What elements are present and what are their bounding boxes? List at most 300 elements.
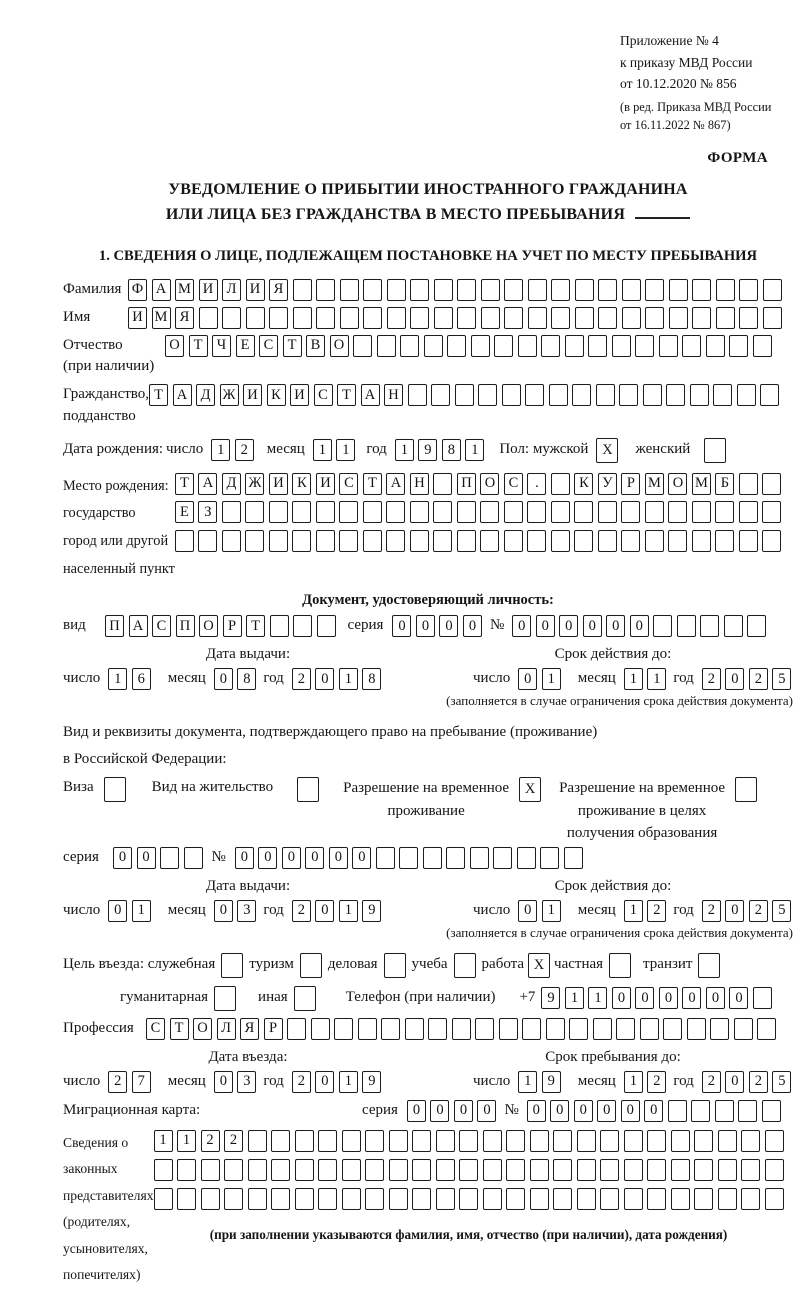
doc-kind-cell[interactable]: [317, 615, 336, 637]
surname-cell[interactable]: [716, 279, 735, 301]
guardians-cell[interactable]: [741, 1159, 760, 1181]
birthplace-cell[interactable]: [316, 501, 335, 523]
name-cell[interactable]: [739, 307, 758, 329]
entry-day-cell[interactable]: 2: [108, 1071, 127, 1093]
surname-cell[interactable]: [692, 279, 711, 301]
name-cell[interactable]: [387, 307, 406, 329]
doc-kind-cell[interactable]: О: [199, 615, 218, 637]
birthplace-cell[interactable]: [245, 530, 264, 552]
sex-male-checkbox[interactable]: X: [596, 438, 618, 463]
birthplace-cell[interactable]: [339, 501, 358, 523]
guardians-cell[interactable]: [365, 1188, 384, 1210]
guardians-cell[interactable]: [694, 1188, 713, 1210]
doc-number-cell[interactable]: [653, 615, 672, 637]
guardians-cell[interactable]: [459, 1159, 478, 1181]
surname-cell[interactable]: Я: [269, 279, 288, 301]
guardians-cell[interactable]: [671, 1130, 690, 1152]
birthplace-cell[interactable]: [457, 530, 476, 552]
res-number-cell[interactable]: [399, 847, 418, 869]
name-cell[interactable]: [598, 307, 617, 329]
guardians-cell[interactable]: [530, 1159, 549, 1181]
name-cell[interactable]: [504, 307, 523, 329]
birthplace-cell[interactable]: [198, 530, 217, 552]
guardians-cell[interactable]: [271, 1130, 290, 1152]
profession-cell[interactable]: [734, 1018, 753, 1040]
birthplace-cell[interactable]: [222, 530, 241, 552]
name-cell[interactable]: [246, 307, 265, 329]
guardians-cell[interactable]: [577, 1159, 596, 1181]
guardians-cell[interactable]: [647, 1159, 666, 1181]
patronymic-cell[interactable]: [753, 335, 772, 357]
guardians-cell[interactable]: [553, 1130, 572, 1152]
guardians-cell[interactable]: [342, 1130, 361, 1152]
purpose-official-checkbox[interactable]: [221, 953, 243, 978]
birthplace-cell[interactable]: К: [574, 473, 593, 495]
doc-valid-day-cell[interactable]: 0: [518, 668, 537, 690]
birthplace-cell[interactable]: [621, 501, 640, 523]
profession-cell[interactable]: [311, 1018, 330, 1040]
res-issue-month-cell[interactable]: 3: [237, 900, 256, 922]
surname-cell[interactable]: И: [246, 279, 265, 301]
birthplace-cell[interactable]: [292, 530, 311, 552]
citizenship-cell[interactable]: Т: [337, 384, 356, 406]
surname-cell[interactable]: [669, 279, 688, 301]
guardians-cell[interactable]: [318, 1130, 337, 1152]
surname-cell[interactable]: [434, 279, 453, 301]
profession-cell[interactable]: Я: [240, 1018, 259, 1040]
birthplace-cell[interactable]: Т: [175, 473, 194, 495]
guardians-cell[interactable]: [436, 1188, 455, 1210]
res-number-cell[interactable]: 0: [235, 847, 254, 869]
guardians-cell[interactable]: [365, 1159, 384, 1181]
purpose-work-checkbox[interactable]: X: [528, 953, 550, 978]
profession-cell[interactable]: [710, 1018, 729, 1040]
birth-day-cell[interactable]: 1: [211, 439, 230, 461]
surname-cell[interactable]: [387, 279, 406, 301]
birthplace-cell[interactable]: [574, 530, 593, 552]
birth-month-cell[interactable]: 1: [336, 439, 355, 461]
citizenship-cell[interactable]: [760, 384, 779, 406]
res-issue-month-cell[interactable]: 0: [214, 900, 233, 922]
name-cell[interactable]: [222, 307, 241, 329]
guardians-cell[interactable]: [718, 1188, 737, 1210]
citizenship-cell[interactable]: А: [361, 384, 380, 406]
res-number-cell[interactable]: [540, 847, 559, 869]
entry-day-cell[interactable]: 7: [132, 1071, 151, 1093]
res-series-cell[interactable]: 0: [113, 847, 132, 869]
guardians-cell[interactable]: [647, 1130, 666, 1152]
birthplace-cell[interactable]: [457, 501, 476, 523]
doc-issue-year-cell[interactable]: 2: [292, 668, 311, 690]
birthplace-cell[interactable]: [739, 473, 758, 495]
surname-cell[interactable]: [622, 279, 641, 301]
temp-permit-checkbox[interactable]: X: [519, 777, 541, 802]
guardians-cell[interactable]: [459, 1130, 478, 1152]
mc-number-cell[interactable]: [738, 1100, 757, 1122]
birthplace-cell[interactable]: А: [386, 473, 405, 495]
res-valid-year-cell[interactable]: 2: [702, 900, 721, 922]
citizenship-cell[interactable]: [666, 384, 685, 406]
patronymic-cell[interactable]: [565, 335, 584, 357]
citizenship-cell[interactable]: [431, 384, 450, 406]
guardians-cell[interactable]: [741, 1130, 760, 1152]
guardians-cell[interactable]: [201, 1188, 220, 1210]
patronymic-cell[interactable]: Т: [189, 335, 208, 357]
doc-number-cell[interactable]: [700, 615, 719, 637]
birthplace-cell[interactable]: [692, 501, 711, 523]
citizenship-cell[interactable]: [737, 384, 756, 406]
res-series-cell[interactable]: 0: [137, 847, 156, 869]
birthplace-cell[interactable]: [715, 530, 734, 552]
birthplace-cell[interactable]: [527, 530, 546, 552]
profession-cell[interactable]: С: [146, 1018, 165, 1040]
surname-cell[interactable]: А: [152, 279, 171, 301]
guardians-cell[interactable]: [624, 1188, 643, 1210]
guardians-cell[interactable]: [436, 1159, 455, 1181]
guardians-cell[interactable]: [248, 1188, 267, 1210]
stay-year-cell[interactable]: 2: [749, 1071, 768, 1093]
entry-year-cell[interactable]: 1: [339, 1071, 358, 1093]
birthplace-cell[interactable]: Д: [222, 473, 241, 495]
guardians-cell[interactable]: [694, 1159, 713, 1181]
doc-number-cell[interactable]: [747, 615, 766, 637]
birthplace-cell[interactable]: П: [457, 473, 476, 495]
doc-valid-month-cell[interactable]: 1: [647, 668, 666, 690]
surname-cell[interactable]: [763, 279, 782, 301]
birthplace-cell[interactable]: [598, 530, 617, 552]
guardians-cell[interactable]: [577, 1130, 596, 1152]
birthplace-cell[interactable]: [363, 501, 382, 523]
citizenship-cell[interactable]: [408, 384, 427, 406]
name-cell[interactable]: [199, 307, 218, 329]
citizenship-cell[interactable]: [643, 384, 662, 406]
birthplace-cell[interactable]: И: [269, 473, 288, 495]
profession-cell[interactable]: [499, 1018, 518, 1040]
doc-kind-cell[interactable]: [293, 615, 312, 637]
patronymic-cell[interactable]: [706, 335, 725, 357]
res-issue-year-cell[interactable]: 1: [339, 900, 358, 922]
surname-cell[interactable]: [551, 279, 570, 301]
res-issue-year-cell[interactable]: 2: [292, 900, 311, 922]
citizenship-cell[interactable]: Н: [384, 384, 403, 406]
patronymic-cell[interactable]: [682, 335, 701, 357]
mc-number-cell[interactable]: [715, 1100, 734, 1122]
birthplace-cell[interactable]: [433, 473, 452, 495]
doc-issue-year-cell[interactable]: 8: [362, 668, 381, 690]
surname-cell[interactable]: [363, 279, 382, 301]
guardians-cell[interactable]: [389, 1159, 408, 1181]
res-number-cell[interactable]: 0: [305, 847, 324, 869]
birthplace-cell[interactable]: [551, 501, 570, 523]
citizenship-cell[interactable]: И: [290, 384, 309, 406]
patronymic-cell[interactable]: Ч: [212, 335, 231, 357]
guardians-cell[interactable]: [600, 1130, 619, 1152]
profession-cell[interactable]: [358, 1018, 377, 1040]
guardians-cell[interactable]: [647, 1188, 666, 1210]
profession-cell[interactable]: [452, 1018, 471, 1040]
doc-number-cell[interactable]: 0: [606, 615, 625, 637]
guardians-cell[interactable]: [600, 1159, 619, 1181]
stay-year-cell[interactable]: 2: [702, 1071, 721, 1093]
sex-female-checkbox[interactable]: [704, 438, 726, 463]
birth-year-cell[interactable]: 8: [442, 439, 461, 461]
guardians-cell[interactable]: [671, 1188, 690, 1210]
birthplace-cell[interactable]: С: [339, 473, 358, 495]
name-cell[interactable]: [434, 307, 453, 329]
surname-cell[interactable]: М: [175, 279, 194, 301]
patronymic-cell[interactable]: [541, 335, 560, 357]
doc-number-cell[interactable]: 0: [559, 615, 578, 637]
name-cell[interactable]: [410, 307, 429, 329]
phone-cell[interactable]: 9: [541, 987, 560, 1009]
surname-cell[interactable]: [504, 279, 523, 301]
citizenship-cell[interactable]: Д: [196, 384, 215, 406]
guardians-cell[interactable]: [624, 1130, 643, 1152]
doc-issue-day-cell[interactable]: 6: [132, 668, 151, 690]
citizenship-cell[interactable]: Т: [149, 384, 168, 406]
guardians-cell[interactable]: [553, 1188, 572, 1210]
mc-number-cell[interactable]: [668, 1100, 687, 1122]
birthplace-cell[interactable]: [762, 501, 781, 523]
doc-valid-year-cell[interactable]: 5: [772, 668, 791, 690]
stay-month-cell[interactable]: 2: [647, 1071, 666, 1093]
entry-year-cell[interactable]: 9: [362, 1071, 381, 1093]
residence-permit-checkbox[interactable]: [297, 777, 319, 802]
birthplace-cell[interactable]: М: [692, 473, 711, 495]
guardians-cell[interactable]: [483, 1159, 502, 1181]
surname-cell[interactable]: Л: [222, 279, 241, 301]
phone-cell[interactable]: 0: [706, 987, 725, 1009]
res-number-cell[interactable]: [376, 847, 395, 869]
res-number-cell[interactable]: [423, 847, 442, 869]
profession-cell[interactable]: О: [193, 1018, 212, 1040]
birthplace-cell[interactable]: З: [198, 501, 217, 523]
guardians-cell[interactable]: [553, 1159, 572, 1181]
mc-number-cell[interactable]: 0: [621, 1100, 640, 1122]
patronymic-cell[interactable]: С: [259, 335, 278, 357]
entry-month-cell[interactable]: 0: [214, 1071, 233, 1093]
patronymic-cell[interactable]: [635, 335, 654, 357]
doc-series-cell[interactable]: 0: [439, 615, 458, 637]
birthplace-cell[interactable]: [645, 530, 664, 552]
surname-cell[interactable]: [293, 279, 312, 301]
purpose-study-checkbox[interactable]: [454, 953, 476, 978]
birthplace-cell[interactable]: [386, 501, 405, 523]
profession-cell[interactable]: [287, 1018, 306, 1040]
res-number-cell[interactable]: 0: [282, 847, 301, 869]
profession-cell[interactable]: [546, 1018, 565, 1040]
mc-series-cell[interactable]: 0: [430, 1100, 449, 1122]
doc-kind-cell[interactable]: П: [105, 615, 124, 637]
stay-month-cell[interactable]: 1: [624, 1071, 643, 1093]
birthplace-cell[interactable]: [363, 530, 382, 552]
birthplace-cell[interactable]: [433, 530, 452, 552]
patronymic-cell[interactable]: [447, 335, 466, 357]
res-series-cell[interactable]: [160, 847, 179, 869]
doc-kind-cell[interactable]: С: [152, 615, 171, 637]
res-valid-year-cell[interactable]: 2: [749, 900, 768, 922]
patronymic-cell[interactable]: В: [306, 335, 325, 357]
guardians-cell[interactable]: [459, 1188, 478, 1210]
birthplace-cell[interactable]: О: [668, 473, 687, 495]
res-valid-month-cell[interactable]: 2: [647, 900, 666, 922]
mc-series-cell[interactable]: 0: [407, 1100, 426, 1122]
phone-cell[interactable]: 0: [729, 987, 748, 1009]
birthplace-cell[interactable]: О: [480, 473, 499, 495]
guardians-cell[interactable]: [177, 1159, 196, 1181]
patronymic-cell[interactable]: [471, 335, 490, 357]
guardians-cell[interactable]: [412, 1130, 431, 1152]
guardians-cell[interactable]: [765, 1159, 784, 1181]
mc-number-cell[interactable]: 0: [644, 1100, 663, 1122]
birthplace-cell[interactable]: [574, 501, 593, 523]
guardians-cell[interactable]: [177, 1188, 196, 1210]
name-cell[interactable]: [481, 307, 500, 329]
mc-number-cell[interactable]: 0: [597, 1100, 616, 1122]
surname-cell[interactable]: [598, 279, 617, 301]
birth-year-cell[interactable]: 1: [395, 439, 414, 461]
citizenship-cell[interactable]: Ж: [220, 384, 239, 406]
phone-cell[interactable]: 0: [682, 987, 701, 1009]
patronymic-cell[interactable]: О: [330, 335, 349, 357]
doc-number-cell[interactable]: 0: [630, 615, 649, 637]
purpose-private-checkbox[interactable]: [609, 953, 631, 978]
res-number-cell[interactable]: 0: [258, 847, 277, 869]
doc-valid-year-cell[interactable]: 2: [702, 668, 721, 690]
name-cell[interactable]: М: [152, 307, 171, 329]
surname-cell[interactable]: [645, 279, 664, 301]
patronymic-cell[interactable]: [518, 335, 537, 357]
guardians-cell[interactable]: [224, 1188, 243, 1210]
profession-cell[interactable]: [616, 1018, 635, 1040]
doc-issue-year-cell[interactable]: 1: [339, 668, 358, 690]
guardians-cell[interactable]: [483, 1188, 502, 1210]
res-issue-year-cell[interactable]: 0: [315, 900, 334, 922]
guardians-cell[interactable]: [483, 1130, 502, 1152]
phone-cell[interactable]: 1: [565, 987, 584, 1009]
mc-series-cell[interactable]: 0: [454, 1100, 473, 1122]
birthplace-cell[interactable]: А: [198, 473, 217, 495]
citizenship-cell[interactable]: К: [267, 384, 286, 406]
name-cell[interactable]: [340, 307, 359, 329]
patronymic-cell[interactable]: [729, 335, 748, 357]
guardians-cell[interactable]: [271, 1159, 290, 1181]
doc-issue-day-cell[interactable]: 1: [108, 668, 127, 690]
guardians-cell[interactable]: [718, 1130, 737, 1152]
profession-cell[interactable]: [475, 1018, 494, 1040]
guardians-cell[interactable]: [741, 1188, 760, 1210]
birthplace-cell[interactable]: .: [527, 473, 546, 495]
doc-valid-year-cell[interactable]: 2: [749, 668, 768, 690]
birthplace-cell[interactable]: [386, 530, 405, 552]
guardians-cell[interactable]: [506, 1188, 525, 1210]
guardians-cell[interactable]: [224, 1159, 243, 1181]
profession-cell[interactable]: Т: [170, 1018, 189, 1040]
name-cell[interactable]: [457, 307, 476, 329]
birthplace-cell[interactable]: [316, 530, 335, 552]
birthplace-cell[interactable]: М: [645, 473, 664, 495]
birth-day-cell[interactable]: 2: [235, 439, 254, 461]
doc-kind-cell[interactable]: А: [129, 615, 148, 637]
res-number-cell[interactable]: [446, 847, 465, 869]
birthplace-cell[interactable]: Б: [715, 473, 734, 495]
guardians-cell[interactable]: [530, 1130, 549, 1152]
birthplace-cell[interactable]: [668, 530, 687, 552]
profession-cell[interactable]: [593, 1018, 612, 1040]
name-cell[interactable]: [528, 307, 547, 329]
purpose-other-checkbox[interactable]: [294, 986, 316, 1011]
res-issue-day-cell[interactable]: 0: [108, 900, 127, 922]
birthplace-cell[interactable]: [551, 473, 570, 495]
doc-valid-month-cell[interactable]: 1: [624, 668, 643, 690]
doc-number-cell[interactable]: [677, 615, 696, 637]
mc-number-cell[interactable]: [762, 1100, 781, 1122]
birthplace-cell[interactable]: [175, 530, 194, 552]
surname-cell[interactable]: [528, 279, 547, 301]
doc-number-cell[interactable]: 0: [536, 615, 555, 637]
birth-month-cell[interactable]: 1: [313, 439, 332, 461]
birthplace-cell[interactable]: [433, 501, 452, 523]
birthplace-cell[interactable]: [269, 501, 288, 523]
phone-cell[interactable]: 0: [612, 987, 631, 1009]
birthplace-cell[interactable]: [480, 530, 499, 552]
profession-cell[interactable]: [640, 1018, 659, 1040]
guardians-cell[interactable]: [506, 1159, 525, 1181]
birthplace-cell[interactable]: [245, 501, 264, 523]
guardians-cell[interactable]: [765, 1130, 784, 1152]
guardians-cell[interactable]: [318, 1159, 337, 1181]
surname-cell[interactable]: Ф: [128, 279, 147, 301]
birthplace-cell[interactable]: Т: [363, 473, 382, 495]
phone-cell[interactable]: 1: [588, 987, 607, 1009]
birthplace-cell[interactable]: [762, 530, 781, 552]
guardians-cell[interactable]: [506, 1130, 525, 1152]
birthplace-cell[interactable]: К: [292, 473, 311, 495]
profession-cell[interactable]: [757, 1018, 776, 1040]
guardians-cell[interactable]: [154, 1159, 173, 1181]
birthplace-cell[interactable]: [598, 501, 617, 523]
visa-checkbox[interactable]: [104, 777, 126, 802]
birthplace-cell[interactable]: Н: [410, 473, 429, 495]
patronymic-cell[interactable]: Т: [283, 335, 302, 357]
birthplace-cell[interactable]: Р: [621, 473, 640, 495]
birthplace-cell[interactable]: [504, 530, 523, 552]
res-valid-year-cell[interactable]: 5: [772, 900, 791, 922]
entry-year-cell[interactable]: 0: [315, 1071, 334, 1093]
mc-number-cell[interactable]: [691, 1100, 710, 1122]
birthplace-cell[interactable]: [410, 501, 429, 523]
res-number-cell[interactable]: [493, 847, 512, 869]
doc-number-cell[interactable]: 0: [512, 615, 531, 637]
guardians-cell[interactable]: 1: [177, 1130, 196, 1152]
patronymic-cell[interactable]: [353, 335, 372, 357]
name-cell[interactable]: [763, 307, 782, 329]
profession-cell[interactable]: [381, 1018, 400, 1040]
patronymic-cell[interactable]: [400, 335, 419, 357]
citizenship-cell[interactable]: [572, 384, 591, 406]
guardians-cell[interactable]: [412, 1159, 431, 1181]
citizenship-cell[interactable]: [525, 384, 544, 406]
guardians-cell[interactable]: [295, 1188, 314, 1210]
birthplace-cell[interactable]: [551, 530, 570, 552]
profession-cell[interactable]: Л: [217, 1018, 236, 1040]
res-valid-day-cell[interactable]: 0: [518, 900, 537, 922]
birth-year-cell[interactable]: 9: [418, 439, 437, 461]
profession-cell[interactable]: [569, 1018, 588, 1040]
citizenship-cell[interactable]: [619, 384, 638, 406]
patronymic-cell[interactable]: О: [165, 335, 184, 357]
guardians-cell[interactable]: [765, 1188, 784, 1210]
